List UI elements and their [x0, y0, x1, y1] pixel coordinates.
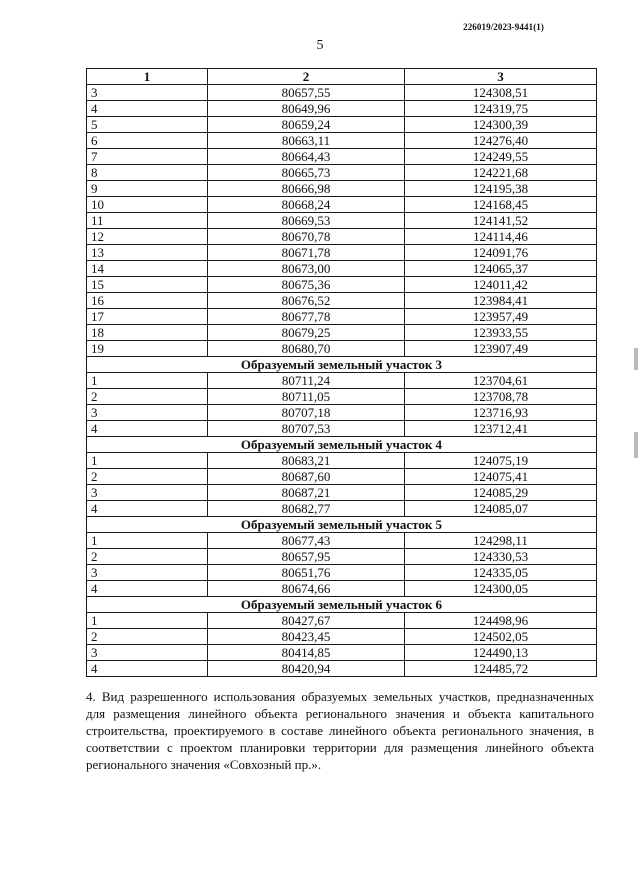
table-row	[87, 629, 597, 645]
x-coordinate-cell: 80665,73	[208, 165, 405, 181]
y-coordinate-cell: 124249,55	[405, 149, 597, 165]
point-number-cell: 12	[87, 229, 208, 245]
x-coordinate-cell: 80649,96	[208, 101, 405, 117]
point-number-cell: 2	[87, 389, 208, 405]
table-row	[87, 565, 597, 581]
paragraph-text: 4. Вид разрешенного использования образуемых земельных участков, предназначенных для размещения линейного объекта регионального значения и объекта капитального строительства, проектируемого в составе линейного объекта регионального значения, в соответствии с проектом планировки территории для размещения линейного объекта регионального значения «Совхозный пр.».	[86, 689, 594, 772]
coordinates-table	[86, 68, 597, 677]
section-row	[87, 437, 597, 453]
column-header: 3	[405, 69, 597, 85]
point-number-cell: 8	[87, 165, 208, 181]
column-header: 2	[208, 69, 405, 85]
y-coordinate-cell: 123933,55	[405, 325, 597, 341]
x-coordinate-cell: 80414,85	[208, 645, 405, 661]
x-coordinate-cell: 80680,70	[208, 341, 405, 357]
table-row	[87, 229, 597, 245]
point-number-cell: 1	[87, 453, 208, 469]
point-number-cell: 14	[87, 261, 208, 277]
y-coordinate-cell: 124141,52	[405, 213, 597, 229]
section-row	[87, 517, 597, 533]
point-number-cell: 7	[87, 149, 208, 165]
section-title: Образуемый земельный участок 3	[87, 357, 597, 373]
y-coordinate-cell: 123957,49	[405, 309, 597, 325]
table-row	[87, 309, 597, 325]
table-row	[87, 293, 597, 309]
x-coordinate-cell: 80669,53	[208, 213, 405, 229]
point-number-cell: 1	[87, 613, 208, 629]
x-coordinate-cell: 80671,78	[208, 245, 405, 261]
x-coordinate-cell: 80676,52	[208, 293, 405, 309]
point-number-cell: 9	[87, 181, 208, 197]
x-coordinate-cell: 80668,24	[208, 197, 405, 213]
table-row	[87, 405, 597, 421]
section-title: Образуемый земельный участок 5	[87, 517, 597, 533]
x-coordinate-cell: 80657,55	[208, 85, 405, 101]
y-coordinate-cell: 124091,76	[405, 245, 597, 261]
point-number-cell: 18	[87, 325, 208, 341]
y-coordinate-cell: 124065,37	[405, 261, 597, 277]
table-row	[87, 389, 597, 405]
x-coordinate-cell: 80423,45	[208, 629, 405, 645]
point-number-cell: 16	[87, 293, 208, 309]
table-row	[87, 501, 597, 517]
y-coordinate-cell: 124330,53	[405, 549, 597, 565]
point-number-cell: 4	[87, 661, 208, 677]
y-coordinate-cell: 124085,29	[405, 485, 597, 501]
table-row	[87, 645, 597, 661]
x-coordinate-cell: 80663,11	[208, 133, 405, 149]
y-coordinate-cell: 124085,07	[405, 501, 597, 517]
table-row	[87, 453, 597, 469]
table-row	[87, 213, 597, 229]
table-row	[87, 133, 597, 149]
x-coordinate-cell: 80670,78	[208, 229, 405, 245]
y-coordinate-cell: 124490,13	[405, 645, 597, 661]
table-row	[87, 581, 597, 597]
table-row	[87, 325, 597, 341]
point-number-cell: 3	[87, 485, 208, 501]
table-row	[87, 485, 597, 501]
section-row	[87, 597, 597, 613]
table-row	[87, 261, 597, 277]
point-number-cell: 5	[87, 117, 208, 133]
x-coordinate-cell: 80659,24	[208, 117, 405, 133]
point-number-cell: 4	[87, 421, 208, 437]
x-coordinate-cell: 80687,21	[208, 485, 405, 501]
y-coordinate-cell: 124498,96	[405, 613, 597, 629]
point-number-cell: 2	[87, 629, 208, 645]
x-coordinate-cell: 80682,77	[208, 501, 405, 517]
x-coordinate-cell: 80683,21	[208, 453, 405, 469]
point-number-cell: 1	[87, 533, 208, 549]
point-number-cell: 2	[87, 469, 208, 485]
point-number-cell: 10	[87, 197, 208, 213]
table-row	[87, 613, 597, 629]
x-coordinate-cell: 80674,66	[208, 581, 405, 597]
y-coordinate-cell: 124168,45	[405, 197, 597, 213]
table-row	[87, 661, 597, 677]
x-coordinate-cell: 80679,25	[208, 325, 405, 341]
y-coordinate-cell: 124114,46	[405, 229, 597, 245]
document-id: 226019/2023-9441(1)	[463, 22, 544, 32]
x-coordinate-cell: 80651,76	[208, 565, 405, 581]
scan-margin-mark	[634, 348, 638, 370]
table-row	[87, 533, 597, 549]
table-row	[87, 181, 597, 197]
y-coordinate-cell: 124335,05	[405, 565, 597, 581]
table-row	[87, 549, 597, 565]
table-row	[87, 341, 597, 357]
table-row	[87, 421, 597, 437]
table-row	[87, 85, 597, 101]
y-coordinate-cell: 124075,19	[405, 453, 597, 469]
x-coordinate-cell: 80707,18	[208, 405, 405, 421]
point-number-cell: 2	[87, 549, 208, 565]
table-row	[87, 149, 597, 165]
section-title: Образуемый земельный участок 6	[87, 597, 597, 613]
point-number-cell: 6	[87, 133, 208, 149]
table-row	[87, 277, 597, 293]
table-row	[87, 469, 597, 485]
x-coordinate-cell: 80675,36	[208, 277, 405, 293]
y-coordinate-cell: 124276,40	[405, 133, 597, 149]
table-row	[87, 197, 597, 213]
x-coordinate-cell: 80420,94	[208, 661, 405, 677]
table-row	[87, 165, 597, 181]
x-coordinate-cell: 80711,05	[208, 389, 405, 405]
table-row	[87, 101, 597, 117]
y-coordinate-cell: 124319,75	[405, 101, 597, 117]
y-coordinate-cell: 123984,41	[405, 293, 597, 309]
x-coordinate-cell: 80711,24	[208, 373, 405, 389]
x-coordinate-cell: 80677,78	[208, 309, 405, 325]
table-row	[87, 117, 597, 133]
y-coordinate-cell: 123704,61	[405, 373, 597, 389]
paragraph-section-4	[86, 688, 594, 773]
point-number-cell: 3	[87, 645, 208, 661]
x-coordinate-cell: 80687,60	[208, 469, 405, 485]
y-coordinate-cell: 123708,78	[405, 389, 597, 405]
y-coordinate-cell: 124195,38	[405, 181, 597, 197]
point-number-cell: 4	[87, 581, 208, 597]
column-header: 1	[87, 69, 208, 85]
section-row	[87, 357, 597, 373]
point-number-cell: 19	[87, 341, 208, 357]
x-coordinate-cell: 80666,98	[208, 181, 405, 197]
y-coordinate-cell: 124075,41	[405, 469, 597, 485]
point-number-cell: 17	[87, 309, 208, 325]
y-coordinate-cell: 124300,39	[405, 117, 597, 133]
point-number-cell: 4	[87, 501, 208, 517]
x-coordinate-cell: 80673,00	[208, 261, 405, 277]
point-number-cell: 4	[87, 101, 208, 117]
point-number-cell: 3	[87, 85, 208, 101]
point-number-cell: 3	[87, 405, 208, 421]
x-coordinate-cell: 80707,53	[208, 421, 405, 437]
y-coordinate-cell: 124221,68	[405, 165, 597, 181]
x-coordinate-cell: 80677,43	[208, 533, 405, 549]
y-coordinate-cell: 123716,93	[405, 405, 597, 421]
y-coordinate-cell: 124308,51	[405, 85, 597, 101]
point-number-cell: 11	[87, 213, 208, 229]
table-row	[87, 373, 597, 389]
y-coordinate-cell: 124485,72	[405, 661, 597, 677]
point-number-cell: 3	[87, 565, 208, 581]
table-body	[87, 85, 597, 677]
section-title: Образуемый земельный участок 4	[87, 437, 597, 453]
y-coordinate-cell: 124502,05	[405, 629, 597, 645]
y-coordinate-cell: 123712,41	[405, 421, 597, 437]
point-number-cell: 1	[87, 373, 208, 389]
y-coordinate-cell: 124011,42	[405, 277, 597, 293]
x-coordinate-cell: 80427,67	[208, 613, 405, 629]
point-number-cell: 15	[87, 277, 208, 293]
y-coordinate-cell: 124298,11	[405, 533, 597, 549]
x-coordinate-cell: 80664,43	[208, 149, 405, 165]
table-header-row	[87, 69, 597, 85]
table-row	[87, 245, 597, 261]
point-number-cell: 13	[87, 245, 208, 261]
x-coordinate-cell: 80657,95	[208, 549, 405, 565]
page-number: 5	[316, 38, 324, 53]
y-coordinate-cell: 123907,49	[405, 341, 597, 357]
y-coordinate-cell: 124300,05	[405, 581, 597, 597]
scan-margin-mark	[634, 432, 638, 458]
